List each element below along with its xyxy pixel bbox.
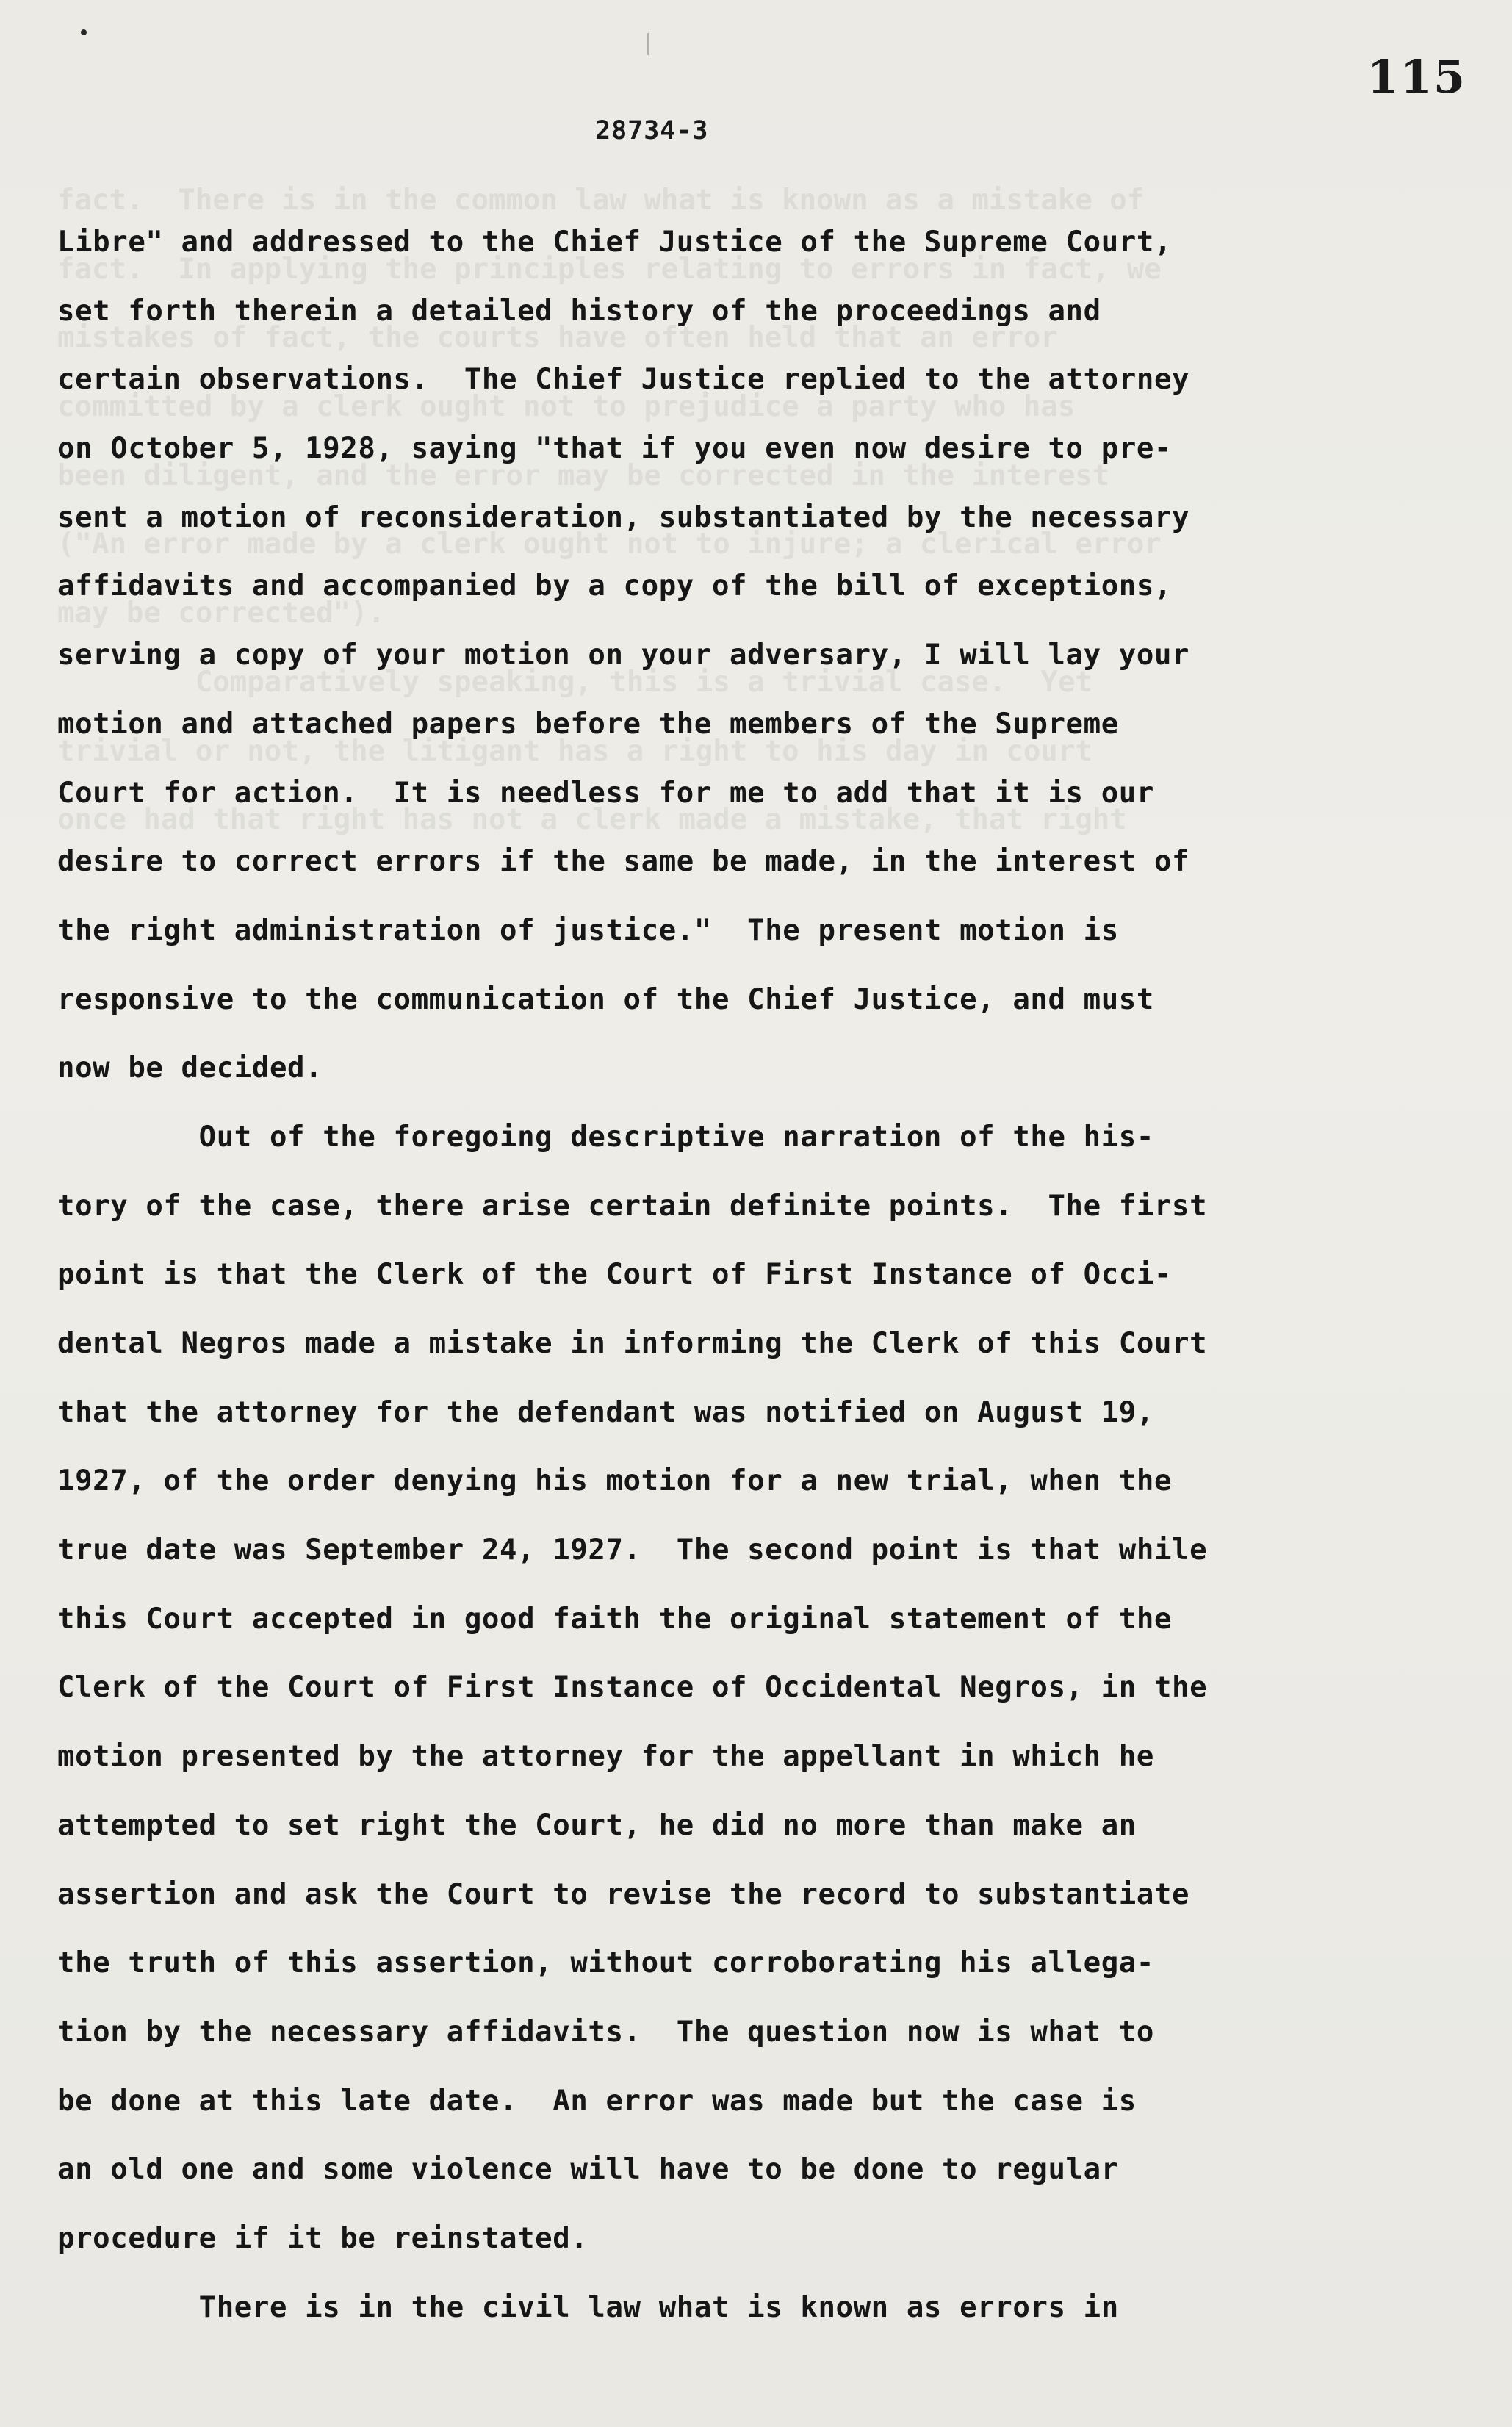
text-line: set forth therein a detailed history of the proceedings and <box>57 294 1101 328</box>
text-line: responsive to the communication of the Chief Justice, and must <box>57 982 1154 1016</box>
text-line: Court for action. It is needless for me to add that it is our <box>57 776 1154 810</box>
text-line: motion and attached papers before the members of the Supreme <box>57 707 1119 741</box>
text-line: There is in the civil law what is known as errors in <box>57 2290 1119 2324</box>
scan-speck <box>647 33 649 55</box>
text-line: Clerk of the Court of First Instance of Occidental Negros, in the <box>57 1671 1208 1705</box>
text-line: tion by the necessary affidavits. The question now is what to <box>57 2015 1154 2049</box>
text-line: true date was September 24, 1927. The second point is that while <box>57 1533 1208 1567</box>
text-line: assertion and ask the Court to revise the record to substantiate <box>57 1877 1190 1911</box>
page-number: 115 <box>1367 50 1466 104</box>
text-line: that the attorney for the defendant was notified on August 19, <box>57 1395 1154 1429</box>
show-through-text: fact. There is in the common law what is known as a mistake of fact. In applying the principles relating to errors in fact, we mistakes of fact, the courts have often held that an error committed by a clerk ought not to prejudice a party who has been diligent, and the error may be corrected in the interest ("An error made by a clerk ought not to injure; a clerical error may be corrected"). Comparatively speaking, this is a trivial case. Yet trivial or not, the litigant has a right to his day in court once had that right has not a clerk made a mistake, that right <box>57 184 1162 837</box>
text-line: 1927, of the order denying his motion for a new trial, when the <box>57 1464 1173 1498</box>
text-line: point is that the Clerk of the Court of First Instance of Occi- <box>57 1258 1173 1292</box>
text-line: desire to correct errors if the same be made, in the interest of <box>57 845 1190 879</box>
text-line: procedure if it be reinstated. <box>57 2221 588 2255</box>
text-line: an old one and some violence will have to be done to regular <box>57 2153 1119 2187</box>
text-line: sent a motion of reconsideration, substantiated by the necessary <box>57 500 1190 534</box>
text-line: dental Negros made a mistake in informing the Clerk of this Court <box>57 1327 1208 1360</box>
text-line: be done at this late date. An error was made but the case is <box>57 2084 1137 2118</box>
text-line: the truth of this assertion, without corroborating his allega- <box>57 1946 1154 1980</box>
document-number: 28734-3 <box>595 116 709 145</box>
text-line: this Court accepted in good faith the original statement of the <box>57 1602 1173 1636</box>
text-line: Libre" and addressed to the Chief Justice of the Supreme Court, <box>57 226 1173 259</box>
body-text <box>57 220 1409 2354</box>
text-line: serving a copy of your motion on your adversary, I will lay your <box>57 639 1190 672</box>
text-line: the right administration of justice." The present motion is <box>57 913 1119 947</box>
text-line: certain observations. The Chief Justice replied to the attorney <box>57 363 1190 397</box>
text-line: now be decided. <box>57 1051 323 1085</box>
text-line: on October 5, 1928, saying "that if you even now desire to pre- <box>57 432 1173 466</box>
text-line: tory of the case, there arise certain definite points. The first <box>57 1189 1208 1223</box>
text-line: Out of the foregoing descriptive narration of the his- <box>57 1120 1154 1154</box>
scan-speck <box>81 29 87 35</box>
text-line: affidavits and accompanied by a copy of the bill of exceptions, <box>57 569 1173 603</box>
text-line: motion presented by the attorney for the appellant in which he <box>57 1740 1154 1774</box>
text-line: attempted to set right the Court, he did no more than make an <box>57 1808 1137 1842</box>
